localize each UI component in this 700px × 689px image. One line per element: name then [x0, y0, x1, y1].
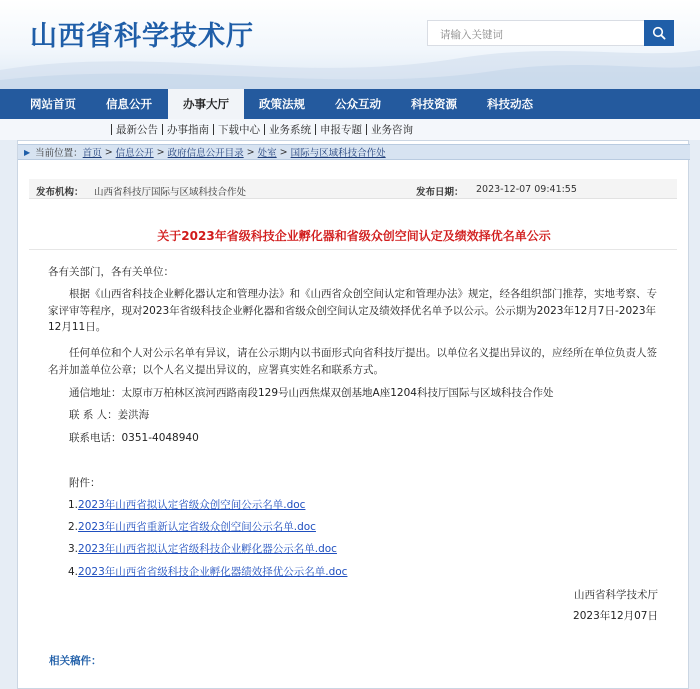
breadcrumb-office[interactable]: 处室 — [257, 148, 277, 159]
attachment-number: 4. — [68, 566, 79, 578]
article-greeting: 各有关部门，各有关单位： — [48, 266, 174, 278]
date-value: 2023-12-07 09:41:55 — [476, 184, 577, 195]
subnav-divider — [366, 124, 367, 135]
breadcrumb-info-public[interactable]: 信息公开 — [115, 148, 154, 159]
date-label: 发布日期： — [416, 187, 464, 198]
related-articles-label: 相关稿件： — [49, 655, 102, 667]
publisher-value: 山西省科技厅国际与区域科技合作处 — [94, 187, 247, 198]
attachment-number: 1. — [68, 499, 79, 511]
subnav-divider — [315, 124, 316, 135]
attachment-link-1[interactable]: 2023年山西省拟认定省级众创空间公示名单.doc — [78, 499, 306, 511]
attachments-label: 附件： — [69, 477, 101, 489]
subnav-divider — [162, 124, 163, 135]
subnav-item-consult[interactable]: 业务咨询 — [371, 124, 413, 136]
article-signature: 山西省科学技术厅 — [574, 589, 658, 601]
subnav-item-latest[interactable]: 最新公告 — [116, 124, 158, 136]
attachment-link-3[interactable]: 2023年山西省拟认定省级科技企业孵化器公示名单.doc — [78, 543, 337, 555]
attachment-number: 2. — [68, 521, 79, 533]
nav-item-interaction[interactable]: 公众互动 — [335, 97, 381, 111]
breadcrumb-catalog[interactable]: 政府信息公开目录 — [167, 148, 244, 159]
attachment-link-2[interactable]: 2023年山西省重新认定省级众创空间公示名单.doc — [78, 521, 316, 533]
nav-item-service-hall[interactable]: 办事大厅 — [168, 89, 244, 119]
article-paragraph-2: 任何单位和个人对公示名单有异议，请在公示期内以书面形式向省科技厅提出。以单位名义提出异议的，应经所在单位负责人签名并加盖单位公章；以个人名义提出异议的，应署真实姓名和联系方式。 — [48, 347, 657, 376]
title-divider — [29, 249, 677, 250]
search-button[interactable] — [644, 20, 674, 46]
breadcrumb-department[interactable]: 国际与区域科技合作处 — [290, 148, 386, 159]
search-input[interactable]: 请输入关键词 — [427, 20, 644, 46]
article-sign-date: 2023年12月07日 — [573, 610, 658, 622]
subnav-divider — [213, 124, 214, 135]
content-panel — [17, 140, 689, 689]
attachment-item — [68, 519, 683, 536]
breadcrumb: ▶ 当前位置： 首页 > 信息公开 > 政府信息公开目录 > 处室 > 国际与区域科技合作处 — [18, 144, 690, 160]
attachment-number: 3. — [68, 543, 79, 555]
subnav-divider — [111, 124, 112, 135]
nav-item-policy[interactable]: 政策法规 — [259, 97, 305, 111]
search-icon — [652, 26, 666, 40]
breadcrumb-label: 当前位置： — [35, 148, 83, 159]
attachment-item — [68, 497, 683, 514]
subnav-item-guide[interactable]: 办事指南 — [167, 124, 209, 136]
article-title: 关于2023年省级科技企业孵化器和省级众创空间认定及绩效择优名单公示 — [157, 229, 551, 243]
nav-item-news[interactable]: 科技动态 — [487, 97, 533, 111]
site-title[interactable]: 山西省科学技术厅 — [30, 21, 254, 52]
article-address: 通信地址：太原市万柏林区滨河西路南段129号山西焦煤双创基地A座1204科技厅国际与区域科技合作处 — [69, 387, 554, 399]
subnav-item-declare[interactable]: 申报专题 — [320, 124, 362, 136]
breadcrumb-arrow-icon: ▶ — [24, 147, 31, 157]
main-nav — [0, 89, 700, 119]
attachment-item — [68, 541, 683, 558]
article-paragraph-1: 根据《山西省科技企业孵化器认定和管理办法》和《山西省众创空间认定和管理办法》规定，经各组织部门推荐，实地考察、专家评审等程序，现对2023年省级科技企业孵化器和省级众创空间认定及绩效择优名单予以公示。公示期为2023年12月7日-2023年12月11日。 — [48, 288, 657, 333]
publisher-label: 发布机构： — [36, 187, 84, 198]
article-meta — [29, 179, 677, 199]
subnav-item-system[interactable]: 业务系统 — [269, 124, 311, 136]
article-contact: 联 系 人：姜洪海 — [69, 409, 150, 421]
attachment-item — [68, 564, 683, 581]
breadcrumb-home[interactable]: 首页 — [82, 148, 102, 159]
nav-item-resources[interactable]: 科技资源 — [411, 97, 457, 111]
subnav-divider — [264, 124, 265, 135]
sub-nav — [0, 119, 700, 140]
subnav-item-download[interactable]: 下载中心 — [218, 124, 260, 136]
site-header — [0, 0, 700, 89]
nav-item-home[interactable]: 网站首页 — [30, 97, 76, 111]
attachment-link-4[interactable]: 2023年山西省省级科技企业孵化器绩效择优公示名单.doc — [78, 566, 348, 578]
nav-item-info-public[interactable]: 信息公开 — [106, 97, 152, 111]
article-phone: 联系电话：0351-4048940 — [69, 432, 199, 444]
